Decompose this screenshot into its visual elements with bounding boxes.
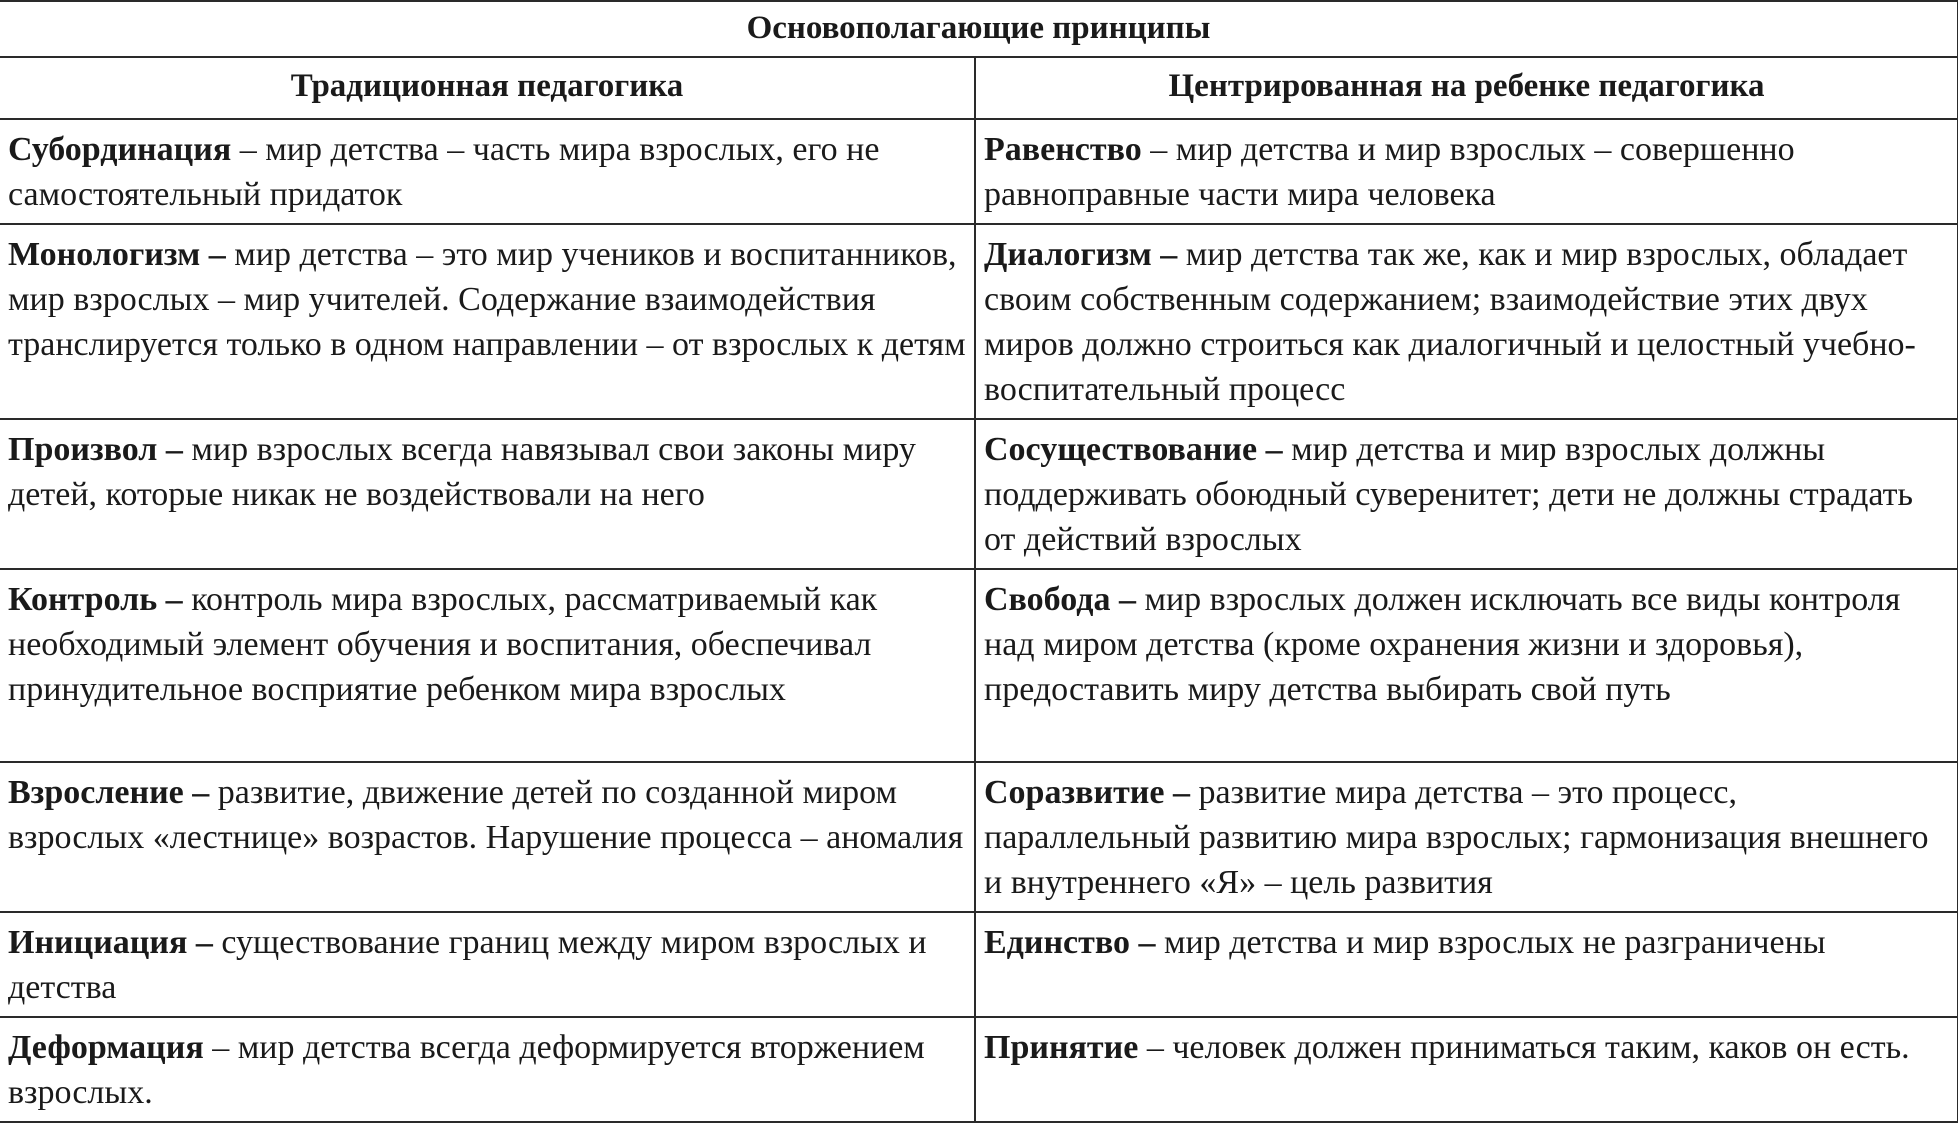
term: Взросление –: [8, 774, 210, 811]
term: Деформация: [8, 1029, 204, 1066]
term: Диалогизм –: [984, 236, 1178, 273]
cell-traditional: [0, 1017, 975, 1122]
term: Субординация: [8, 131, 232, 168]
description: – человек должен приниматься таким, каков он есть.: [1138, 1029, 1910, 1066]
description: мир взрослых должен исключать все виды контроля над миром детства (кроме охранения жизни и здоровья), предоставить миру детства выбирать свой путь: [984, 581, 1901, 708]
description: существование границ между миром взрослых и детства: [8, 924, 927, 1006]
term: Контроль –: [8, 581, 183, 618]
table-caption-row: [0, 1, 1958, 57]
description: мир детства – это мир учеников и воспитанников, мир взрослых – мир учителей. Содержание взаимодействия транслируется только в одном направлении – от взрослых к детям: [8, 236, 966, 363]
cell-child-centered: [975, 762, 1958, 912]
table-header-row: [0, 57, 1958, 119]
column-header-child-centered: Центрированная на ребенке педагогика: [975, 57, 1958, 119]
description: – мир детства – часть мира взрослых, его не самостоятельный придаток: [8, 131, 880, 213]
description: контроль мира взрослых, рассматриваемый как необходимый элемент обучения и воспитания, обеспечивал принудительное восприятие ребенком мира взрослых: [8, 581, 878, 708]
cell-child-centered: [975, 419, 1958, 569]
description: мир детства так же, как и мир взрослых, обладает своим собственным содержанием; взаимодействие этих двух миров должно строиться как диалогичный и целостный учебно-воспитательный процесс: [984, 236, 1916, 408]
table-row: [0, 912, 1958, 1017]
description: мир детства и мир взрослых должны поддерживать обоюдный суверенитет; дети не должны страдать от действий взрослых: [984, 431, 1914, 558]
description: развитие, движение детей по созданной миром взрослых «лестнице» возрастов. Нарушение процесса – аномалия: [8, 774, 964, 856]
cell-child-centered: [975, 1017, 1958, 1122]
cell-traditional: [0, 419, 975, 569]
table-row: [0, 569, 1958, 762]
term: Инициация –: [8, 924, 213, 961]
term: Соразвитие –: [984, 774, 1190, 811]
column-header-traditional: Традиционная педагогика: [0, 57, 975, 119]
table-row: [0, 119, 1958, 224]
cell-traditional: [0, 762, 975, 912]
description: – мир детства всегда деформируется вторжением взрослых.: [8, 1029, 925, 1111]
cell-child-centered: [975, 224, 1958, 419]
table-row: [0, 224, 1958, 419]
cell-traditional: [0, 912, 975, 1017]
table-caption: Основополагающие принципы: [0, 1, 1958, 57]
description: – мир детства и мир взрослых – совершенно равноправные части мира человека: [984, 131, 1795, 213]
term: Единство –: [984, 924, 1156, 961]
cell-traditional: [0, 119, 975, 224]
table-row: [0, 762, 1958, 912]
description: мир взрослых всегда навязывал свои законы миру детей, которые никак не воздействовали на него: [8, 431, 916, 513]
cell-child-centered: [975, 569, 1958, 762]
cell-child-centered: [975, 912, 1958, 1017]
term: Произвол –: [8, 431, 183, 468]
description: развитие мира детства – это процесс, параллельный развитию мира взрослых; гармонизация внешнего и внутреннего «Я» – цель развития: [984, 774, 1929, 901]
term: Монологизм –: [8, 236, 226, 273]
term: Сосуществование –: [984, 431, 1283, 468]
table-row: [0, 419, 1958, 569]
term: Свобода –: [984, 581, 1136, 618]
term: Принятие: [984, 1029, 1139, 1066]
cell-traditional: [0, 224, 975, 419]
description: мир детства и мир взрослых не разграничены: [1155, 924, 1826, 961]
cell-child-centered: [975, 119, 1958, 224]
table-row: [0, 1017, 1958, 1122]
term: Равенство: [984, 131, 1142, 168]
cell-traditional: [0, 569, 975, 762]
